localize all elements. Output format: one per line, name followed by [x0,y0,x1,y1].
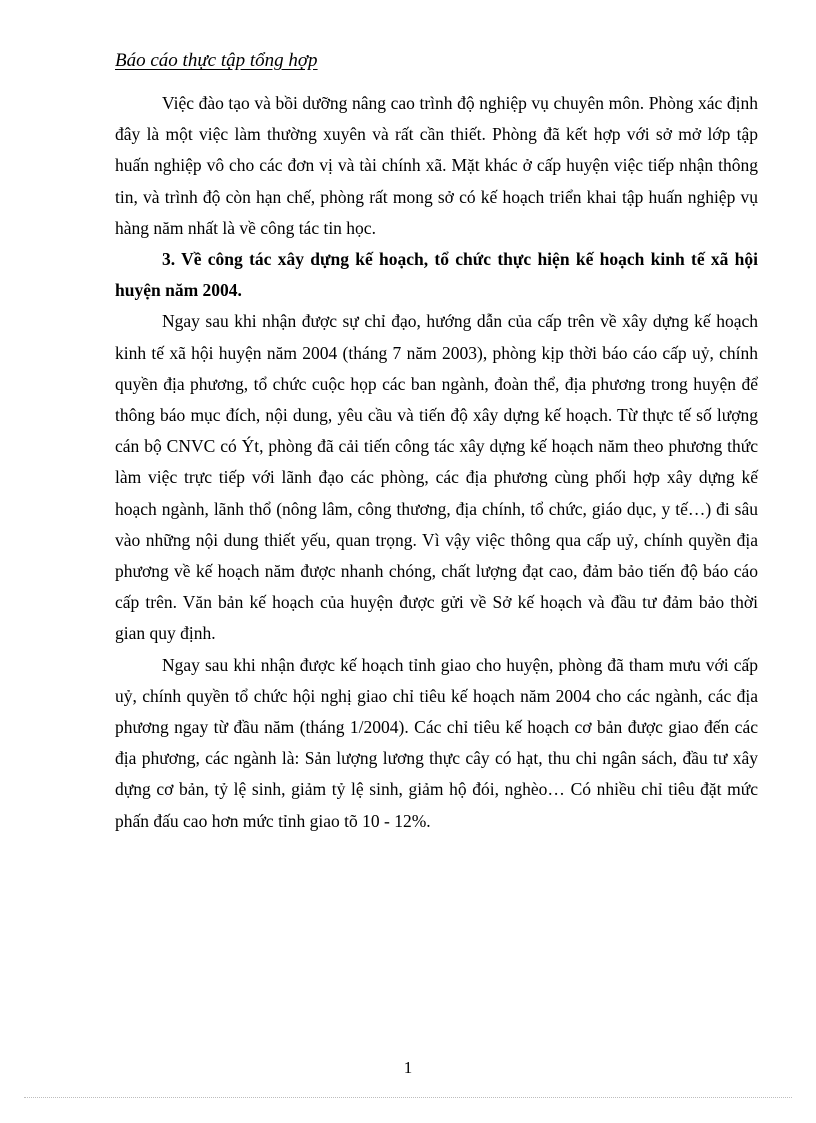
paragraph-targets: Ngay sau khi nhận được kế hoạch tỉnh giao cho huyện, phòng đã tham mưu với cấp uỷ, chính quyền tổ chức hội nghị giao chỉ tiêu kế hoạch năm 2004 cho các ngành, các địa phương ngay từ đầu năm (tháng 1/2004). Các chỉ tiêu kế hoạch cơ bản được giao đến các địa phương, các ngành là: Sản lượng lương thực cây có hạt, thu chi ngân sách, đầu tư xây dựng cơ bản, tỷ lệ sinh, giảm tỷ lệ sinh, giảm hộ đói, nghèo… Có nhiều chỉ tiêu đặt mức phấn đấu cao hơn mức tỉnh giao tõ 10 - 12%. [115,654,758,831]
document-body [115,88,758,837]
page-header [115,50,758,72]
paragraph-training: Việc đào tạo và bồi dưỡng nâng cao trình độ nghiệp vụ chuyên môn. Phòng xác định đây là một việc làm thường xuyên và rất cần thiết. Phòng đã kết hợp với sở mở lớp tập huấn nghiệp vô cho các đơn vị và tài chính xã. Mặt khác ở cấp huyện việc tiếp nhận thông tin, và trình độ còn hạn chế, phòng rất mong sở có kế hoạch triển khai tập huấn nghiệp vụ hàng năm nhất là về công tác tin học. [115,93,758,238]
section-heading-3: 3. Về công tác xây dựng kế hoạch, tổ chức thực hiện kế hoạch kinh tế xã hội huyện năm 2004. [115,249,758,301]
page-number: 1 [403,1058,413,1077]
footer-divider [24,1097,792,1098]
paragraph-planning: Ngay sau khi nhận được sự chỉ đạo, hướng dẫn của cấp trên về xây dựng kế hoạch kinh tế xã hội huyện năm 2004 (tháng 7 năm 2003), phòng kịp thời báo cáo cấp uỷ, chính quyền địa phương, tổ chức cuộc họp các ban ngành, đoàn thể, địa phương trong huyện để thông báo mục đích, nội dung, yêu cầu và tiến độ xây dựng kế hoạch. Từ thực tế số lượng cán bộ CNVC có Ýt, phòng đã cải tiến công tác xây dựng kế hoạch năm theo phương thức làm việc trực tiếp với lãnh đạo các phòng, các địa phương cùng phối hợp xây dựng kế hoạch ngành, lãnh thổ (nông lâm, công thương, địa chính, tổ chức, giáo dục, y tế…) đi sâu vào những nội dung thiết yếu, quan trọng. Vì vậy việc thông qua cấp uỷ, chính quyền địa phương về kế hoạch năm được nhanh chóng, chất lượng đạt cao, đảm bảo tiến độ báo cáo cấp trên. Văn bản kế hoạch của huyện được gửi về Sở kế hoạch và đầu tư đảm bảo thời gian quy định. [115,311,758,644]
header-title: Báo cáo thực tập tổng hợp [115,50,318,71]
